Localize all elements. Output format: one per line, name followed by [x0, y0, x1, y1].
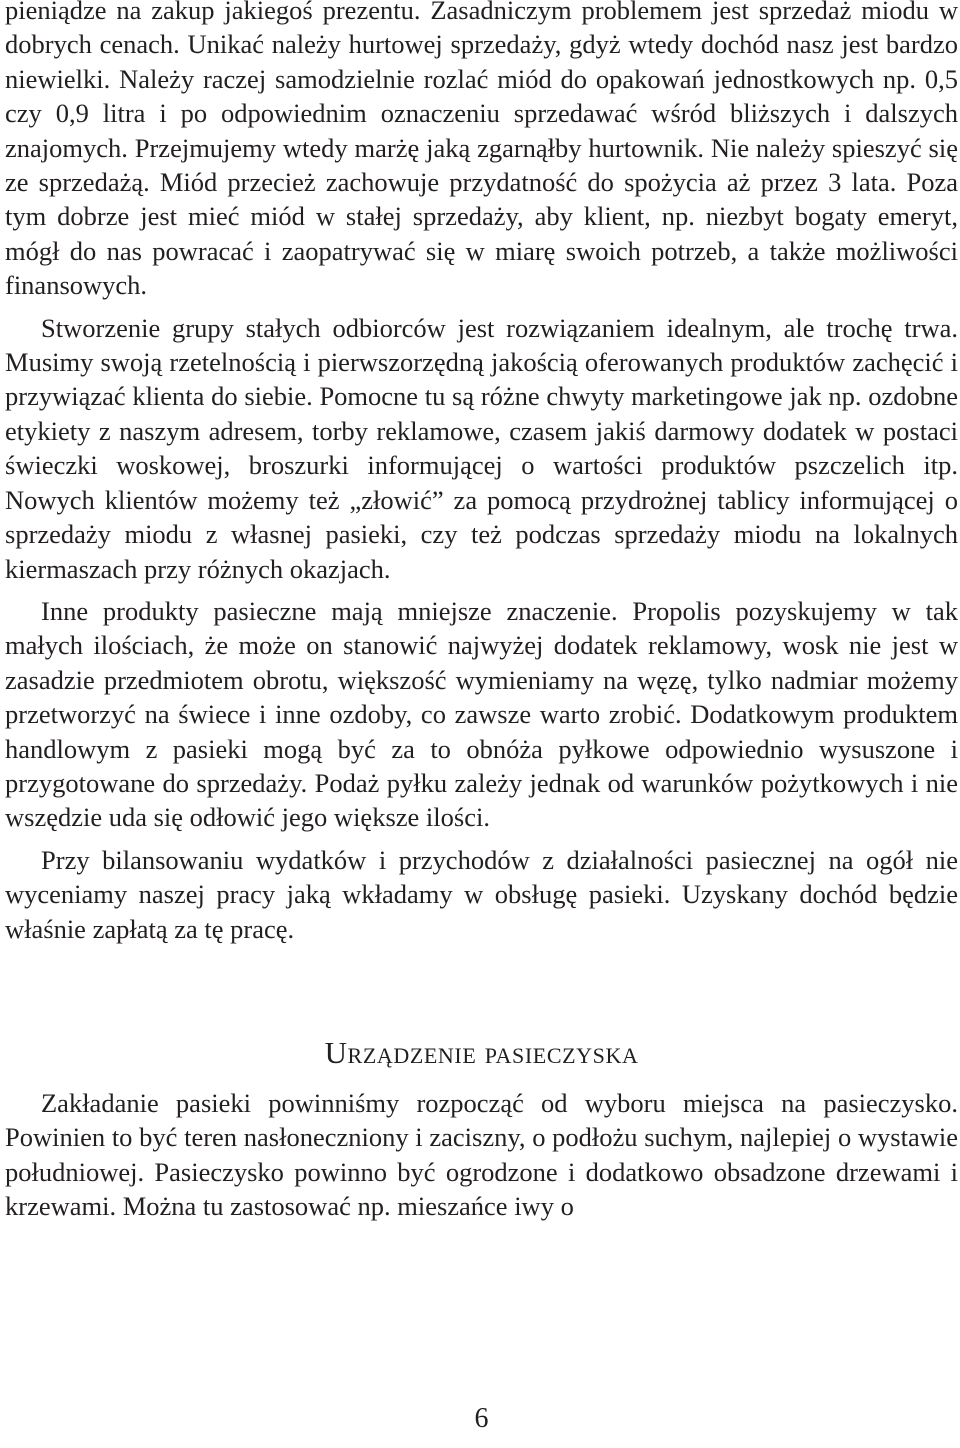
paragraph-regular-customers: Stworzenie grupy stałych odbiorców jest rozwiązaniem idealnym, ale trochę trwa. Musimy swoją rzetelnością i pierwszorzędną jakością oferowanych produktów zachęcić i przywiązać klienta do siebie. Pomocne tu są różne chwyty marketingowe jak np. ozdobne etykiety z naszym adresem, torby reklamowe, czasem jakiś darmowy dodatek w postaci świeczki woskowej, broszurki informującej o wartości produktów pszczelich itp. Nowych klientów możemy też „złowić” za pomocą przydrożnej tablicy informującej o sprzedaży miodu z własnej pasieki, czy też podczas sprzedaży miodu na lokalnych kiermaszach przy różnych okazjach.: [5, 312, 958, 584]
document-page: [5, 0, 958, 1448]
paragraph-balance: Przy bilansowaniu wydatków i przychodów z działalności pasiecznej na ogół nie wyceniamy naszej pracy jaką wkładamy w obsługę pasieki. Uzyskany dochód będzie właśnie zapłatą za tę pracę.: [5, 844, 958, 944]
paragraph-honey-sales: pieniądze na zakup jakiegoś prezentu. Zasadniczym problemem jest sprzedaż miodu w dobrych cenach. Unikać należy hurtowej sprzedaży, gdyż wtedy dochód nasz jest bardzo niewielki. Należy raczej samodzielnie rozlać miód do opakowań jednostkowych np. 0,5 czy 0,9 litra i po odpowiednim oznaczeniu sprzedawać wśród bliższych i dalszych znajomych. Przejmujemy wtedy marżę jaką zgarnąłby hurtownik. Nie należy spieszyć się ze sprzedażą. Miód przecież zachowuje przydatność do spożycia aż przez 3 lata. Poza tym dobrze jest mieć miód w stałej sprzedaży, aby klient, np. niezbyt bogaty emeryt, mógł do nas powracać i zaopatrywać się w miarę swoich potrzeb, a także możliwości finansowych.: [5, 0, 958, 301]
paragraph-apiary-location: Zakładanie pasieki powinniśmy rozpocząć od wyboru miejsca na pasieczysko. Powinien to być teren nasłoneczniony i zaciszny, o podłożu suchym, najlepiej o wystawie południowej. Pasieczysko powinno być ogrodzone i dodatkowo obsadzone drzewami i krzewami. Można tu zastosować np. mieszańce iwy o: [5, 1087, 958, 1222]
section-heading: Urządzenie pasieczyska: [324, 1034, 639, 1070]
paragraph-other-products: Inne produkty pasieczne mają mniejsze znaczenie. Propolis pozyskujemy w tak małych ilościach, że może on stanowić najwyżej dodatek reklamowy, wosk nie jest w zasadzie przedmiotem obrotu, większość wymieniamy na węzę, tylko nadmiar możemy przetworzyć na świece i inne ozdoby, co zawsze warto zrobić. Dodatkowym produktem handlowym z pasieki mogą być za to obnóża pyłkowe odpowiednio wysuszone i przygotowane do sprzedaży. Podaż pyłku zależy jednak od warunków pożytkowych i nie wszędzie uda się odłowić jego większe ilości.: [5, 595, 958, 833]
page-number: 6: [474, 1403, 489, 1434]
